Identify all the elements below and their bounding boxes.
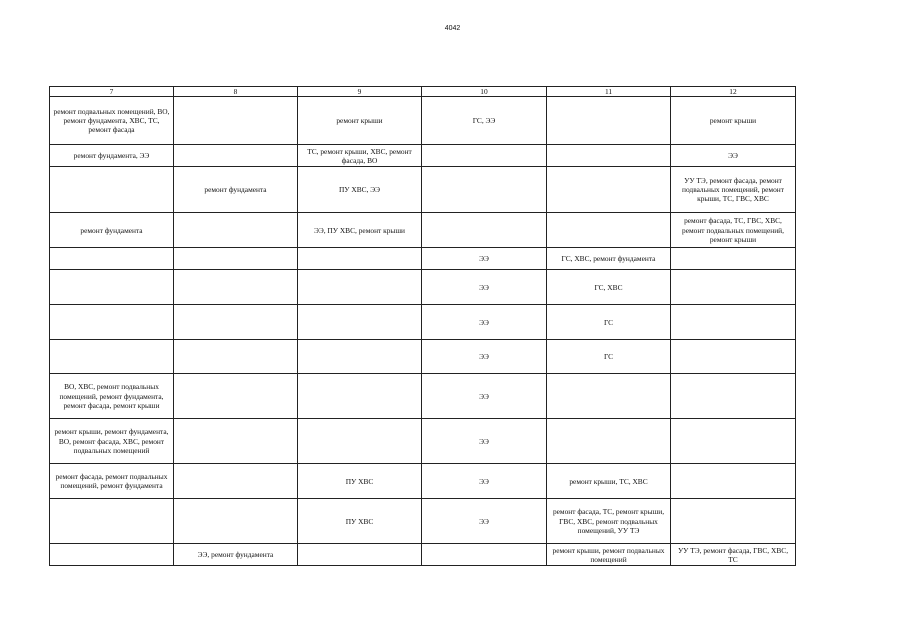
table-cell (547, 97, 671, 145)
table-cell: ГС, ЭЭ (422, 97, 547, 145)
table-cell (547, 213, 671, 248)
column-header: 8 (174, 87, 298, 97)
column-header: 12 (671, 87, 796, 97)
table-cell (174, 97, 298, 145)
table-cell: ЭЭ (422, 499, 547, 544)
table-cell: ЭЭ (422, 270, 547, 305)
table-cell (671, 305, 796, 340)
table-cell: ЭЭ (422, 464, 547, 499)
table-cell: ЭЭ, ремонт фундамента (174, 544, 298, 566)
table-cell (174, 270, 298, 305)
page-number: 4042 (444, 25, 461, 32)
table-row (50, 499, 796, 544)
table-cell (298, 305, 422, 340)
table-cell: ПУ ХВС (298, 499, 422, 544)
table-cell (174, 340, 298, 374)
table-cell: ремонт фундамента (174, 167, 298, 213)
table-cell (422, 167, 547, 213)
table-cell: ремонт фасада, ремонт подвальных помещений, ремонт фундамента (50, 464, 174, 499)
table-cell (50, 340, 174, 374)
works-table (49, 86, 796, 566)
table-row (50, 374, 796, 419)
table-cell (174, 419, 298, 464)
table-row (50, 340, 796, 374)
table-cell: ЭЭ (422, 248, 547, 270)
table-cell (671, 270, 796, 305)
table-cell (298, 419, 422, 464)
table-cell (547, 167, 671, 213)
table-cell (671, 499, 796, 544)
table-cell (174, 145, 298, 167)
table-cell (50, 270, 174, 305)
table-cell: ремонт фундамента (50, 213, 174, 248)
table-cell: ремонт крыши (298, 97, 422, 145)
table-cell (298, 248, 422, 270)
table-row (50, 544, 796, 566)
table-cell: ГС (547, 305, 671, 340)
table-cell (174, 374, 298, 419)
column-header: 10 (422, 87, 547, 97)
table-row (50, 167, 796, 213)
table-cell (50, 248, 174, 270)
table-row (50, 464, 796, 499)
table-cell: ремонт фасада, ТС, ремонт крыши, ГВС, ХВС, ремонт подвальных помещений, УУ ТЭ (547, 499, 671, 544)
table-cell (298, 270, 422, 305)
table-cell (174, 248, 298, 270)
table-cell (50, 305, 174, 340)
table-cell (671, 340, 796, 374)
table-cell (174, 464, 298, 499)
table-cell: ПУ ХВС, ЭЭ (298, 167, 422, 213)
table-row (50, 248, 796, 270)
table-cell (298, 340, 422, 374)
column-header: 9 (298, 87, 422, 97)
table-cell: ремонт фундамента, ЭЭ (50, 145, 174, 167)
table-cell (671, 374, 796, 419)
table-cell (174, 499, 298, 544)
table-cell: ремонт крыши, ремонт фундамента, ВО, ремонт фасада, ХВС, ремонт подвальных помещений (50, 419, 174, 464)
table-cell (422, 544, 547, 566)
table-row (50, 145, 796, 167)
table-cell (50, 544, 174, 566)
table-cell (298, 374, 422, 419)
table-row (50, 305, 796, 340)
table-row (50, 419, 796, 464)
table-cell: ГС, ХВС, ремонт фундамента (547, 248, 671, 270)
column-header: 11 (547, 87, 671, 97)
table-cell (298, 544, 422, 566)
table-cell: ремонт крыши, ТС, ХВС (547, 464, 671, 499)
table-cell: ПУ ХВС (298, 464, 422, 499)
table-cell (547, 374, 671, 419)
table-cell: ремонт фасада, ТС, ГВС, ХВС, ремонт подвальных помещений, ремонт крыши (671, 213, 796, 248)
table-cell: УУ ТЭ, ремонт фасада, ремонт подвальных помещений, ремонт крыши, ТС, ГВС, ХВС (671, 167, 796, 213)
table-cell (174, 213, 298, 248)
table-cell: УУ ТЭ, ремонт фасада, ГВС, ХВС, ТС (671, 544, 796, 566)
table-cell: ГС, ХВС (547, 270, 671, 305)
table-cell: ремонт крыши (671, 97, 796, 145)
table-row (50, 97, 796, 145)
column-header: 7 (50, 87, 174, 97)
table-cell: ЭЭ (422, 340, 547, 374)
table-header-row (50, 87, 796, 97)
table-cell: ЭЭ (422, 374, 547, 419)
table-cell (50, 499, 174, 544)
table-row (50, 213, 796, 248)
table-cell: ЭЭ (422, 419, 547, 464)
table-cell: ЭЭ (422, 305, 547, 340)
table-cell: ЭЭ, ПУ ХВС, ремонт крыши (298, 213, 422, 248)
table-cell: ремонт крыши, ремонт подвальных помещений (547, 544, 671, 566)
table-cell (671, 248, 796, 270)
table-row (50, 270, 796, 305)
table-cell (50, 167, 174, 213)
table-cell (547, 419, 671, 464)
table-cell: ГС (547, 340, 671, 374)
table-cell: ТС, ремонт крыши, ХВС, ремонт фасада, ВО (298, 145, 422, 167)
table-cell (671, 419, 796, 464)
table-cell: ЭЭ (671, 145, 796, 167)
table-cell (671, 464, 796, 499)
table-cell (422, 145, 547, 167)
table-cell: ремонт подвальных помещений, ВО, ремонт фундамента, ХВС, ТС, ремонт фасада (50, 97, 174, 145)
table-cell: ВО, ХВС, ремонт подвальных помещений, ремонт фундамента, ремонт фасада, ремонт крыши (50, 374, 174, 419)
table-cell (547, 145, 671, 167)
table-cell (422, 213, 547, 248)
table-cell (174, 305, 298, 340)
